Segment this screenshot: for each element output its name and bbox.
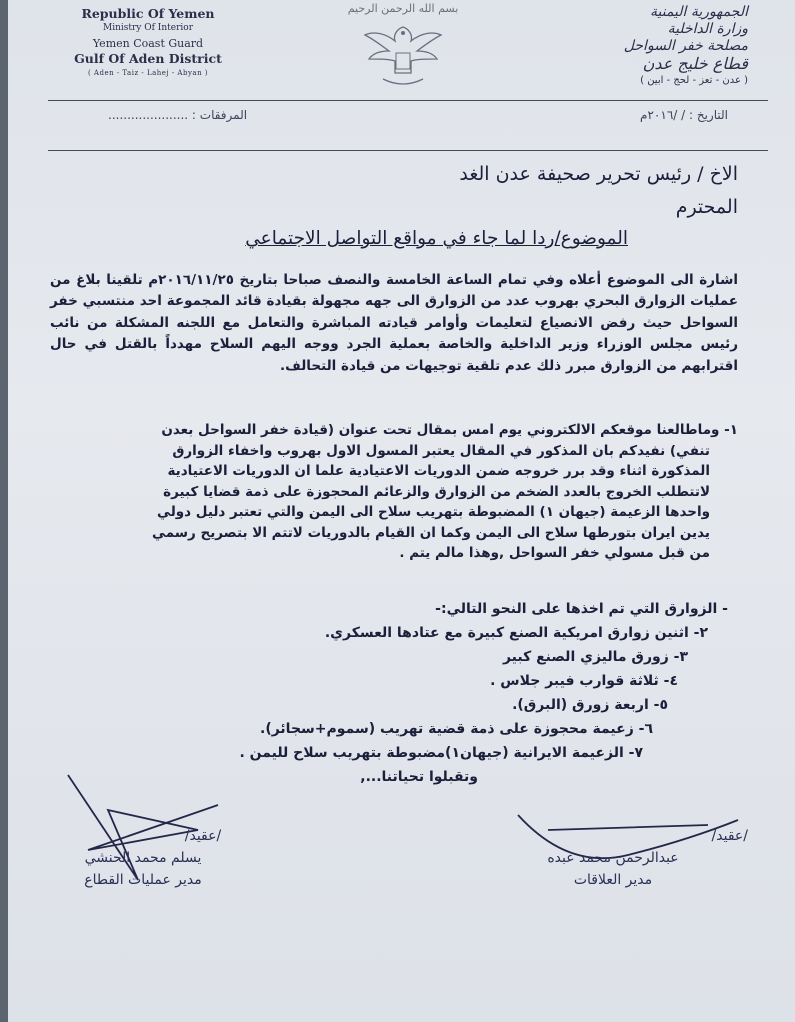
letterhead-en-line: Republic Of Yemen	[81, 6, 215, 21]
list-item: ٧- الزعيمة الايرانية (جيهان١)مضبوطة بتهريب سلاح لليمن .	[239, 745, 643, 761]
header-divider	[48, 100, 768, 101]
letterhead-en-line: Ministry Of Interior	[102, 23, 194, 33]
date-label: التاريخ : / /٢٠١٦م	[640, 108, 728, 122]
letterhead-ar-line: قطاع خليج عدن	[642, 54, 748, 73]
letterhead-en-line: ( Aden - Taiz - Lahej - Abyan )	[87, 69, 209, 77]
document-page	[8, 0, 795, 1022]
addressee: الاخ / رئيس تحرير صحيفة عدن الغد	[459, 163, 738, 185]
list-item: ٥- اربعة زورق (البرق).	[512, 697, 668, 713]
boats-list	[50, 597, 738, 789]
intro-paragraph: اشارة الى الموضوع أعلاه وفي تمام الساعة الخامسة والنصف صباحا بتاريخ ٢٠١٦/١١/٢٥م تلقينا بلاغ من عمليات الزوارق البحري بهروب عدد من الزوارق الى جهه مجهولة بقيادة قائد المجموعة احد منتسبي خفر السواحل حيث رفض الانصياع لتعليمات وأوامر قيادته المباشرة والتعامل مع اللجنه المشكلة من نائب رئيس مجلس الوزراء وزير الداخلية والخاصة بعملية الجرد ووجه اليهم السلاح مهدداً بالقتل في حال اقترابهم من الزوارق مبرر ذلك عدم تلقية توجيهات من قيادة التحالف.	[50, 272, 738, 374]
closing-line: وتقبلوا تحياتنا...,	[360, 769, 478, 785]
attachments-label: المرفقات : .....................	[108, 108, 248, 122]
letterhead-arabic	[548, 4, 748, 89]
signature-block-left	[33, 825, 253, 891]
list-item: - الزوارق التي تم اخذها على النحو التالي:-	[435, 601, 728, 617]
letterhead-ar-line: مصلحة خفر السواحل	[623, 38, 748, 54]
item-one-block	[50, 420, 738, 564]
letterhead-ar-line: الجمهورية اليمنية	[649, 4, 748, 20]
item-line: ١- وماطالعنا موقعكم الالكتروني يوم امس بمقال تحت عنوان (قيادة خفر السواحل بعدن	[161, 422, 738, 438]
list-item: ٦- زعيمة محجوزة على ذمة قضية تهريب (سموم+سجائر).	[260, 721, 653, 737]
item-line: تنفي) نفيدكم بان المذكور في المقال يعتبر المسول الاول بهروب واخفاء الزوارق	[172, 442, 710, 459]
eagle-emblem-icon	[363, 19, 443, 91]
item-line: من قبل مسولي خفر السواحل ,وهذا مالم يتم .	[399, 545, 710, 561]
item-line: واحدها الزعيمة (جيهان ١) المضبوطة بتهريب سلاح الى اليمن والتي تعتبر دليل دولي	[157, 504, 710, 520]
list-item: ٣- زورق ماليزي الصنع كبير	[502, 649, 688, 665]
sign-right-rank: /عقيد/	[711, 828, 748, 844]
meta-divider	[48, 150, 768, 151]
item-line: المذكورة اثناء وقد برر خروجه ضمن الدوريات الاعتيادية علما ان الدوريات الاعتيادية	[167, 463, 710, 479]
list-item: ٢- اثنين زوارق امريكية الصنع كبيرة مع عتادها العسكري.	[324, 625, 708, 641]
letterhead-en-line: Gulf Of Aden District	[74, 51, 222, 66]
letterhead-center	[308, 2, 498, 91]
item-line: يدين ايران بتورطها سلاح الى اليمن وكما ان القيام بالدوريات لاتتم الا بتصريح رسمي	[152, 524, 710, 541]
basmala: بسم الله الرحمن الرحيم	[347, 2, 459, 15]
sign-left-rank: /عقيد/	[184, 828, 222, 844]
respect-line: المحترم	[675, 196, 738, 218]
signature-block-right	[478, 825, 748, 891]
letterhead-en-line: Yemen Coast Guard	[92, 37, 204, 50]
sign-right-name: عبدالرحمن محمد عبده	[547, 850, 679, 866]
letterhead-ar-line: ( عدن - تعز - لحج - ابين )	[640, 75, 748, 86]
sign-left-title: مدير عمليات القطاع	[84, 872, 202, 888]
subject-line: الموضوع/ردا لما جاء في مواقع التواصل الاجتماعي	[245, 228, 628, 249]
sign-left-name: يسلم محمد الحنشي	[84, 850, 202, 866]
item-line: لاتتطلب الخروج بالعدد الضخم من الزوارق والزعائم المحجوزة على ذمة قضايا كبيرة	[163, 483, 710, 500]
letterhead-english	[58, 6, 238, 81]
list-item: ٤- ثلاثة قوارب فيبر جلاس .	[490, 673, 678, 689]
sign-right-title: مدير العلاقات	[573, 872, 653, 888]
letterhead-ar-line: وزارة الداخلية	[667, 21, 748, 37]
